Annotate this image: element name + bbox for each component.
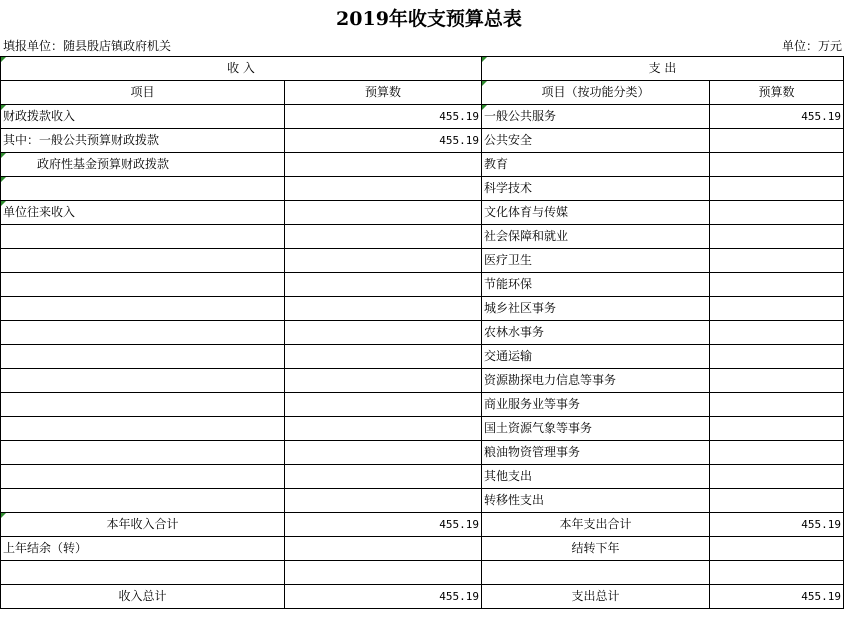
expense-item-cell[interactable]: 医疗卫生 (482, 249, 710, 273)
table-row (1, 225, 844, 249)
income-amount-cell[interactable] (285, 417, 482, 441)
expense-amount-cell[interactable] (710, 297, 844, 321)
income-amount-header[interactable]: 预算数 (285, 81, 482, 105)
expense-amount-cell[interactable] (710, 393, 844, 417)
expense-amount-cell[interactable] (710, 465, 844, 489)
income-item-cell[interactable] (1, 249, 285, 273)
table-row (1, 177, 844, 201)
income-item-cell[interactable] (1, 369, 285, 393)
income-amount-cell[interactable] (285, 153, 482, 177)
expense-amount-header[interactable]: 预算数 (710, 81, 844, 105)
reporting-unit: 填报单位：随县殷店镇政府机关 (3, 39, 172, 53)
income-amount-cell[interactable] (285, 369, 482, 393)
income-item-cell[interactable] (1, 225, 285, 249)
carry-in-label[interactable]: 上年结余（转） (1, 537, 285, 561)
carry-out-label[interactable]: 结转下年 (482, 537, 710, 561)
expense-amount-cell[interactable] (710, 201, 844, 225)
income-item-cell[interactable] (1, 489, 285, 513)
expense-amount-cell[interactable] (710, 249, 844, 273)
expense-item-cell[interactable]: 教育 (482, 153, 710, 177)
expense-amount-cell[interactable] (710, 345, 844, 369)
expense-item-cell[interactable]: 社会保障和就业 (482, 225, 710, 249)
income-amount-cell[interactable] (285, 177, 482, 201)
grand-total-row (1, 585, 844, 609)
income-item-cell[interactable] (1, 345, 285, 369)
empty-row (1, 561, 844, 585)
expense-item-header[interactable]: 项目（按功能分类） (482, 81, 710, 105)
carry-out-amount[interactable] (710, 537, 844, 561)
expense-item-cell[interactable]: 城乡社区事务 (482, 297, 710, 321)
expense-item-cell[interactable]: 国土资源气象等事务 (482, 417, 710, 441)
table-row (1, 105, 844, 129)
empty-cell[interactable] (710, 561, 844, 585)
empty-cell[interactable] (1, 561, 285, 585)
expense-amount-cell[interactable] (710, 417, 844, 441)
expense-item-cell[interactable]: 其他支出 (482, 465, 710, 489)
income-year-total-amount[interactable]: 455.19 (285, 513, 482, 537)
expense-item-cell[interactable]: 公共安全 (482, 129, 710, 153)
table-row (1, 393, 844, 417)
expense-grand-total-amount[interactable]: 455.19 (710, 585, 844, 609)
table-row (1, 441, 844, 465)
table-row (1, 321, 844, 345)
expense-item-cell[interactable]: 资源勘探电力信息等事务 (482, 369, 710, 393)
expense-amount-cell[interactable]: 455.19 (710, 105, 844, 129)
expense-item-cell[interactable]: 粮油物资管理事务 (482, 441, 710, 465)
income-item-cell[interactable] (1, 297, 285, 321)
expense-amount-cell[interactable] (710, 369, 844, 393)
income-item-cell[interactable] (1, 441, 285, 465)
section-header-row (1, 57, 844, 81)
table-row (1, 153, 844, 177)
expense-amount-cell[interactable] (710, 321, 844, 345)
expense-amount-cell[interactable] (710, 225, 844, 249)
income-amount-cell[interactable] (285, 249, 482, 273)
income-amount-cell[interactable]: 455.19 (285, 105, 482, 129)
table-row (1, 297, 844, 321)
expense-item-cell[interactable]: 农林水事务 (482, 321, 710, 345)
income-grand-total-label[interactable]: 收入总计 (1, 585, 285, 609)
expense-item-cell[interactable]: 文化体育与传媒 (482, 201, 710, 225)
income-amount-cell[interactable] (285, 297, 482, 321)
income-amount-cell[interactable] (285, 273, 482, 297)
income-item-header[interactable]: 项目 (1, 81, 285, 105)
income-amount-cell[interactable] (285, 393, 482, 417)
income-amount-cell[interactable] (285, 225, 482, 249)
expense-amount-cell[interactable] (710, 489, 844, 513)
table-row (1, 201, 844, 225)
expense-amount-cell[interactable] (710, 177, 844, 201)
carry-over-row (1, 537, 844, 561)
income-item-cell[interactable]: 单位往来收入 (1, 201, 285, 225)
column-header-row (1, 81, 844, 105)
table-row (1, 369, 844, 393)
income-amount-cell[interactable]: 455.19 (285, 129, 482, 153)
income-item-cell[interactable] (1, 321, 285, 345)
expense-item-cell[interactable]: 转移性支出 (482, 489, 710, 513)
table-row (1, 417, 844, 441)
income-amount-cell[interactable] (285, 489, 482, 513)
expense-amount-cell[interactable] (710, 273, 844, 297)
income-amount-cell[interactable] (285, 345, 482, 369)
income-grand-total-amount[interactable]: 455.19 (285, 585, 482, 609)
expense-amount-cell[interactable] (710, 129, 844, 153)
table-row (1, 345, 844, 369)
currency-unit: 单位：万元 (781, 39, 842, 53)
empty-cell[interactable] (285, 561, 482, 585)
expense-item-cell[interactable]: 一般公共服务 (482, 105, 710, 129)
table-row (1, 465, 844, 489)
income-item-cell[interactable] (1, 177, 285, 201)
expense-amount-cell[interactable] (710, 441, 844, 465)
table-row (1, 273, 844, 297)
income-section-header[interactable]: 收 入 (1, 57, 482, 81)
expense-item-cell[interactable]: 商业服务业等事务 (482, 393, 710, 417)
income-amount-cell[interactable] (285, 201, 482, 225)
carry-in-amount[interactable] (285, 537, 482, 561)
expense-item-cell[interactable]: 科学技术 (482, 177, 710, 201)
table-row (1, 249, 844, 273)
expense-year-total-label[interactable]: 本年支出合计 (482, 513, 710, 537)
income-item-cell[interactable]: 财政拨款收入 (1, 105, 285, 129)
income-item-cell[interactable] (1, 417, 285, 441)
expense-section-header[interactable]: 支 出 (482, 57, 844, 81)
empty-cell[interactable] (482, 561, 710, 585)
table-row (1, 489, 844, 513)
year-total-row (1, 513, 844, 537)
income-item-cell[interactable] (1, 393, 285, 417)
income-item-cell[interactable]: 其中：一般公共预算财政拨款 (1, 129, 285, 153)
income-amount-cell[interactable] (285, 321, 482, 345)
expense-year-total-amount[interactable]: 455.19 (710, 513, 844, 537)
table-row (1, 129, 844, 153)
income-item-cell[interactable] (1, 273, 285, 297)
income-year-total-label[interactable]: 本年收入合计 (1, 513, 285, 537)
expense-amount-cell[interactable] (710, 153, 844, 177)
income-amount-cell[interactable] (285, 441, 482, 465)
income-amount-cell[interactable] (285, 465, 482, 489)
income-item-cell[interactable] (1, 465, 285, 489)
budget-table (0, 56, 844, 609)
expense-grand-total-label[interactable]: 支出总计 (482, 585, 710, 609)
expense-item-cell[interactable]: 节能环保 (482, 273, 710, 297)
income-item-cell[interactable]: 政府性基金预算财政拨款 (1, 153, 285, 177)
page-title: 2019年收支预算总表 (336, 8, 522, 30)
expense-item-cell[interactable]: 交通运输 (482, 345, 710, 369)
